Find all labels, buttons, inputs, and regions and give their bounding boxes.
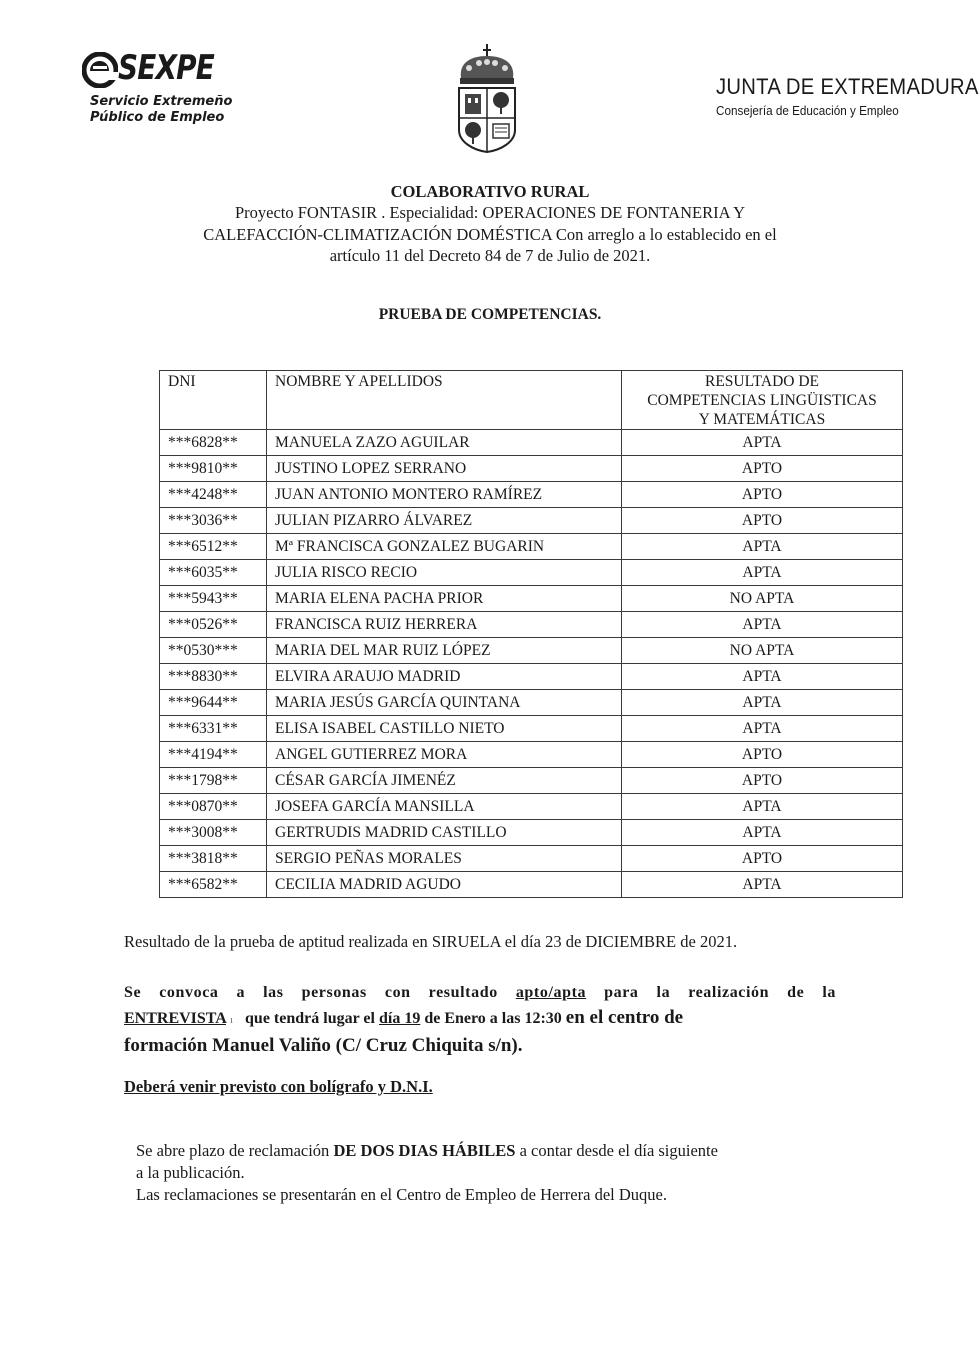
cell-dni: ***8830** xyxy=(160,664,267,690)
table-header-row xyxy=(160,371,903,430)
cell-name: ELVIRA ARAUJO MADRID xyxy=(267,664,622,690)
sexpe-subtitle-1: Servicio Extremeño xyxy=(90,94,233,109)
sexpe-e-icon xyxy=(82,52,118,88)
cell-dni: ***6512** xyxy=(160,534,267,560)
cell-name: JUAN ANTONIO MONTERO RAMÍREZ xyxy=(267,482,622,508)
cell-name: MARIA DEL MAR RUIZ LÓPEZ xyxy=(267,638,622,664)
cell-result: APTA xyxy=(622,560,903,586)
cell-name: Mª FRANCISCA GONZALEZ BUGARIN xyxy=(267,534,622,560)
cell-dni: ***3008** xyxy=(160,820,267,846)
cell-name: GERTRUDIS MADRID CASTILLO xyxy=(267,820,622,846)
table-row xyxy=(160,534,903,560)
cell-dni: ***3818** xyxy=(160,846,267,872)
cell-name: JULIAN PIZARRO ÁLVAREZ xyxy=(267,508,622,534)
cell-result: APTA xyxy=(622,690,903,716)
cell-result: APTA xyxy=(622,872,903,898)
claims-line-1 xyxy=(136,1140,856,1162)
header-result-line-3: Y MATEMÁTICAS xyxy=(698,411,826,428)
claims-text: a contar desde el día siguiente xyxy=(515,1141,718,1160)
cell-dni: ***6582** xyxy=(160,872,267,898)
cell-dni: ***6035** xyxy=(160,560,267,586)
cell-dni: ***0870** xyxy=(160,794,267,820)
convocation-location: formación Manuel Valiño (C/ Cruz Chiquita s/n). xyxy=(124,1035,523,1056)
convocation-text: que tendrá lugar el xyxy=(237,1010,379,1027)
cell-result: APTO xyxy=(622,846,903,872)
cell-result: APTA xyxy=(622,716,903,742)
cell-name: ELISA ISABEL CASTILLO NIETO xyxy=(267,716,622,742)
cell-result: APTA xyxy=(622,430,903,456)
cell-result: APTO xyxy=(622,482,903,508)
table-row xyxy=(160,794,903,820)
cell-result: NO APTA xyxy=(622,586,903,612)
result-note: Resultado de la prueba de aptitud realizada en SIRUELA el día 23 de DICIEMBRE de 2021. xyxy=(124,932,738,951)
cell-name: JOSEFA GARCÍA MANSILLA xyxy=(267,794,622,820)
sexpe-logo xyxy=(82,50,252,130)
document-title-block xyxy=(140,181,840,267)
table-row xyxy=(160,508,903,534)
cell-result: APTO xyxy=(622,508,903,534)
section-title: PRUEBA DE COMPETENCIAS. xyxy=(378,306,602,323)
table-row xyxy=(160,430,903,456)
document-title: COLABORATIVO RURAL xyxy=(390,182,590,201)
table-row xyxy=(160,586,903,612)
cell-name: CECILIA MADRID AGUDO xyxy=(267,872,622,898)
header-result-line-2: COMPETENCIAS LINGÜISTICAS xyxy=(647,392,877,409)
cell-dni: ***9644** xyxy=(160,690,267,716)
junta-subtitle: Consejería de Educación y Empleo xyxy=(716,103,899,118)
table-row xyxy=(160,872,903,898)
coat-of-arms-icon xyxy=(455,42,519,154)
table-row xyxy=(160,612,903,638)
cell-result: APTO xyxy=(622,742,903,768)
table-row xyxy=(160,664,903,690)
cell-result: APTA xyxy=(622,534,903,560)
table-row xyxy=(160,716,903,742)
title-line-3: artículo 11 del Decreto 84 de 7 de Julio de 2021. xyxy=(329,246,651,265)
sexpe-name: SEXPE xyxy=(118,48,215,88)
table-row xyxy=(160,690,903,716)
entrevista-underlined: ENTREVISTA xyxy=(124,1010,226,1027)
header-result-line-1: RESULTADO DE xyxy=(704,373,819,390)
table-row xyxy=(160,846,903,872)
cell-dni: ***6828** xyxy=(160,430,267,456)
cell-name: SERGIO PEÑAS MORALES xyxy=(267,846,622,872)
cell-dni: **0530*** xyxy=(160,638,267,664)
table-row xyxy=(160,742,903,768)
table-row xyxy=(160,560,903,586)
requirements-note: Deberá venir previsto con bolígrafo y D.N.I. xyxy=(124,1077,433,1096)
header-dni: DNI xyxy=(160,371,267,430)
convocation-paragraph xyxy=(124,980,836,1059)
cell-result: APTO xyxy=(622,456,903,482)
cell-dni: ***4194** xyxy=(160,742,267,768)
results-table xyxy=(159,370,903,898)
junta-logo xyxy=(716,74,979,118)
cell-dni: ***3036** xyxy=(160,508,267,534)
claims-line-3: Las reclamaciones se presentarán en el Centro de Empleo de Herrera del Duque. xyxy=(136,1185,667,1204)
table-row xyxy=(160,456,903,482)
apto-apta-underlined: apto/apta xyxy=(515,984,587,1001)
header-result xyxy=(622,371,903,430)
dia-underlined: día 19 xyxy=(378,1010,421,1027)
cell-name: ANGEL GUTIERREZ MORA xyxy=(267,742,622,768)
table-body xyxy=(160,430,903,898)
header-name: NOMBRE Y APELLIDOS xyxy=(267,371,622,430)
cell-dni: ***0526** xyxy=(160,612,267,638)
convocation-line-1 xyxy=(124,980,836,1005)
cell-name: MARIA ELENA PACHA PRIOR xyxy=(267,586,622,612)
cell-dni: ***6331** xyxy=(160,716,267,742)
claims-line-2: a la publicación. xyxy=(136,1163,245,1182)
cell-name: JULIA RISCO RECIO xyxy=(267,560,622,586)
convocation-location: en el centro de xyxy=(565,1007,684,1028)
convocation-text: de Enero a las 12:30 xyxy=(420,1010,566,1027)
cell-result: APTA xyxy=(622,664,903,690)
cell-result: APTA xyxy=(622,794,903,820)
cell-result: APTO xyxy=(622,768,903,794)
cell-dni: ***4248** xyxy=(160,482,267,508)
title-line-1: Proyecto FONTASIR . Especialidad: OPERACIONES DE FONTANERIA Y xyxy=(234,203,746,222)
sexpe-subtitle-2: Público de Empleo xyxy=(90,110,225,125)
cell-dni: ***9810** xyxy=(160,456,267,482)
junta-title: JUNTA DE EXTREMADURA xyxy=(716,74,979,99)
table-row xyxy=(160,768,903,794)
claims-text: Se abre plazo de reclamación xyxy=(136,1141,334,1160)
cell-name: JUSTINO LOPEZ SERRANO xyxy=(267,456,622,482)
claims-deadline: DE DOS DIAS HÁBILES xyxy=(333,1141,516,1160)
cell-dni: ***5943** xyxy=(160,586,267,612)
table-row xyxy=(160,820,903,846)
table-row xyxy=(160,638,903,664)
cell-result: APTA xyxy=(622,820,903,846)
cell-name: FRANCISCA RUIZ HERRERA xyxy=(267,612,622,638)
cell-result: APTA xyxy=(622,612,903,638)
table-row xyxy=(160,482,903,508)
title-line-2: CALEFACCIÓN-CLIMATIZACIÓN DOMÉSTICA Con arreglo a lo establecido en el xyxy=(203,224,777,244)
convocation-text: Se convoca a las personas con resultado xyxy=(124,984,516,1001)
margin-mark: ı xyxy=(229,1014,234,1026)
convocation-text: para la realización de la xyxy=(586,984,837,1001)
cell-name: MARIA JESÚS GARCÍA QUINTANA xyxy=(267,690,622,716)
cell-result: NO APTA xyxy=(622,638,903,664)
cell-name: MANUELA ZAZO AGUILAR xyxy=(267,430,622,456)
claims-paragraph xyxy=(136,1140,856,1206)
cell-dni: ***1798** xyxy=(160,768,267,794)
cell-name: CÉSAR GARCÍA JIMENÉZ xyxy=(267,768,622,794)
